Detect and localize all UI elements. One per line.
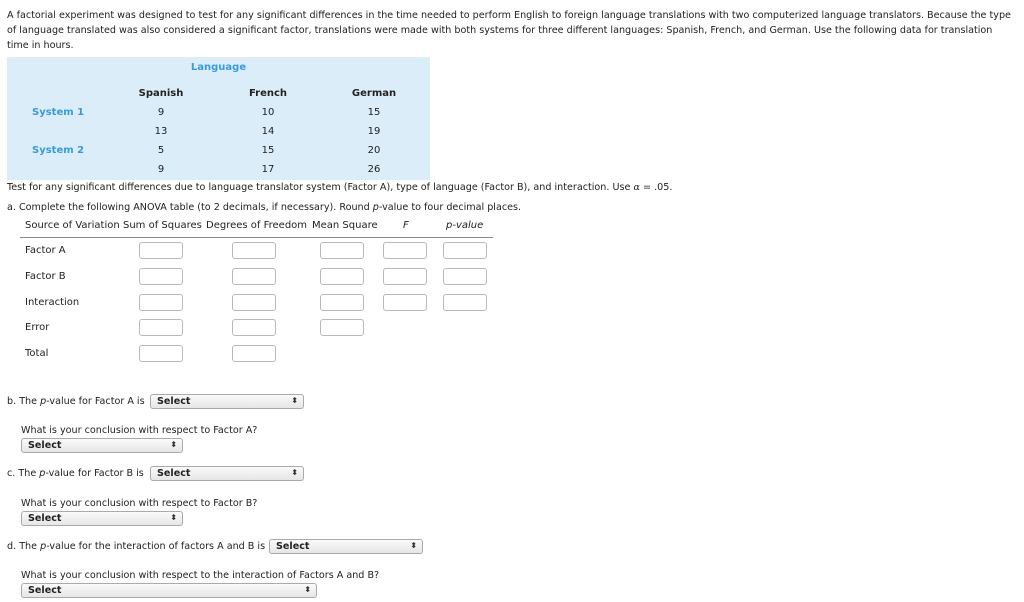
language-header: Language [190, 62, 247, 73]
alpha-symbol: α [633, 182, 640, 193]
interaction-p-input[interactable] [443, 294, 487, 311]
updown-arrow-icon: ⬍ [410, 541, 417, 550]
factor-b-df-input[interactable] [232, 268, 276, 285]
hdr-df: Degrees of Freedom [206, 220, 308, 231]
interaction-pvalue-select[interactable]: Select ⬍ [269, 539, 423, 554]
factor-a-ss-input[interactable] [139, 242, 183, 259]
total-df-input[interactable] [232, 345, 276, 362]
factor-b-f-input[interactable] [383, 268, 427, 285]
cell: 5 [157, 145, 165, 156]
factor-a-f-input[interactable] [383, 242, 427, 259]
col-french: French [248, 88, 288, 99]
cell: 17 [261, 164, 275, 175]
row-system-1: System 1 [32, 107, 85, 118]
data-table [7, 57, 430, 180]
error-ss-input[interactable] [139, 319, 183, 336]
hdr-source: Source of Variation [25, 220, 120, 231]
problem-intro: A factorial experiment was designed to test for any significant differences in the time needed to perform English to foreign language translations with two computerized language translators. Because the type of language translated was also considered a significant factor, translations were made with both systems for three different languages: Spanish, French, and German. Use the following data for translation time in hours. [7, 10, 1011, 51]
header-divider [20, 237, 493, 238]
row-error: Error [25, 322, 50, 333]
cell: 13 [154, 126, 168, 137]
interaction-df-input[interactable] [232, 294, 276, 311]
hdr-ss: Sum of Squares [123, 220, 202, 231]
updown-arrow-icon: ⬍ [291, 396, 298, 405]
factor-a-ms-input[interactable] [320, 242, 364, 259]
factor-b-conclusion-select[interactable]: Select ⬍ [21, 511, 183, 526]
factor-a-df-input[interactable] [232, 242, 276, 259]
row-interaction: Interaction [25, 297, 80, 308]
part-a-text: a. Complete the following ANOVA table (to 2 decimals, if necessary). Round p-value to four decimal places. [7, 202, 522, 213]
row-factor-a: Factor A [25, 245, 66, 256]
cell: 9 [157, 107, 165, 118]
factor-b-p-input[interactable] [443, 268, 487, 285]
part-b-question: What is your conclusion with respect to Factor A? [21, 425, 258, 436]
interaction-conclusion-select[interactable]: Select ⬍ [21, 583, 317, 598]
hdr-pvalue: p-value [446, 220, 484, 231]
cell: 14 [261, 126, 275, 137]
row-total: Total [25, 348, 49, 359]
interaction-ms-input[interactable] [320, 294, 364, 311]
factor-a-p-input[interactable] [443, 242, 487, 259]
factor-a-conclusion-select[interactable]: Select ⬍ [21, 438, 183, 453]
factor-a-pvalue-select[interactable]: Select ⬍ [150, 394, 304, 409]
test-text-end: = .05. [643, 182, 673, 193]
row-factor-b: Factor B [25, 271, 66, 282]
updown-arrow-icon: ⬍ [304, 585, 311, 594]
cell: 20 [367, 145, 381, 156]
col-german: German [351, 88, 397, 99]
cell: 9 [157, 164, 165, 175]
test-text: Test for any significant differences due to language translator system (Factor A), type of language (Factor B), and interaction. Use [7, 182, 631, 193]
factor-b-ss-input[interactable] [139, 268, 183, 285]
error-df-input[interactable] [232, 319, 276, 336]
updown-arrow-icon: ⬍ [170, 440, 177, 449]
updown-arrow-icon: ⬍ [291, 468, 298, 477]
hdr-f: F [403, 220, 409, 231]
part-d-text: d. The p-value for the interaction of factors A and B is [7, 541, 266, 552]
updown-arrow-icon: ⬍ [170, 513, 177, 522]
part-d-question: What is your conclusion with respect to the interaction of Factors A and B? [21, 570, 380, 581]
test-instructions [7, 182, 672, 193]
total-ss-input[interactable] [139, 345, 183, 362]
cell: 15 [261, 145, 275, 156]
col-spanish: Spanish [138, 88, 184, 99]
row-system-2: System 2 [32, 145, 85, 156]
interaction-f-input[interactable] [383, 294, 427, 311]
cell: 26 [367, 164, 381, 175]
part-c-text: c. The p-value for Factor B is [7, 468, 144, 479]
error-ms-input[interactable] [320, 319, 364, 336]
factor-b-pvalue-select[interactable]: Select ⬍ [150, 466, 304, 481]
part-c-question: What is your conclusion with respect to Factor B? [21, 498, 258, 509]
cell: 15 [367, 107, 381, 118]
factor-b-ms-input[interactable] [320, 268, 364, 285]
cell: 19 [367, 126, 381, 137]
part-b-text: b. The p-value for Factor A is [7, 396, 145, 407]
hdr-ms: Mean Square [312, 220, 378, 231]
interaction-ss-input[interactable] [139, 294, 183, 311]
cell: 10 [261, 107, 275, 118]
